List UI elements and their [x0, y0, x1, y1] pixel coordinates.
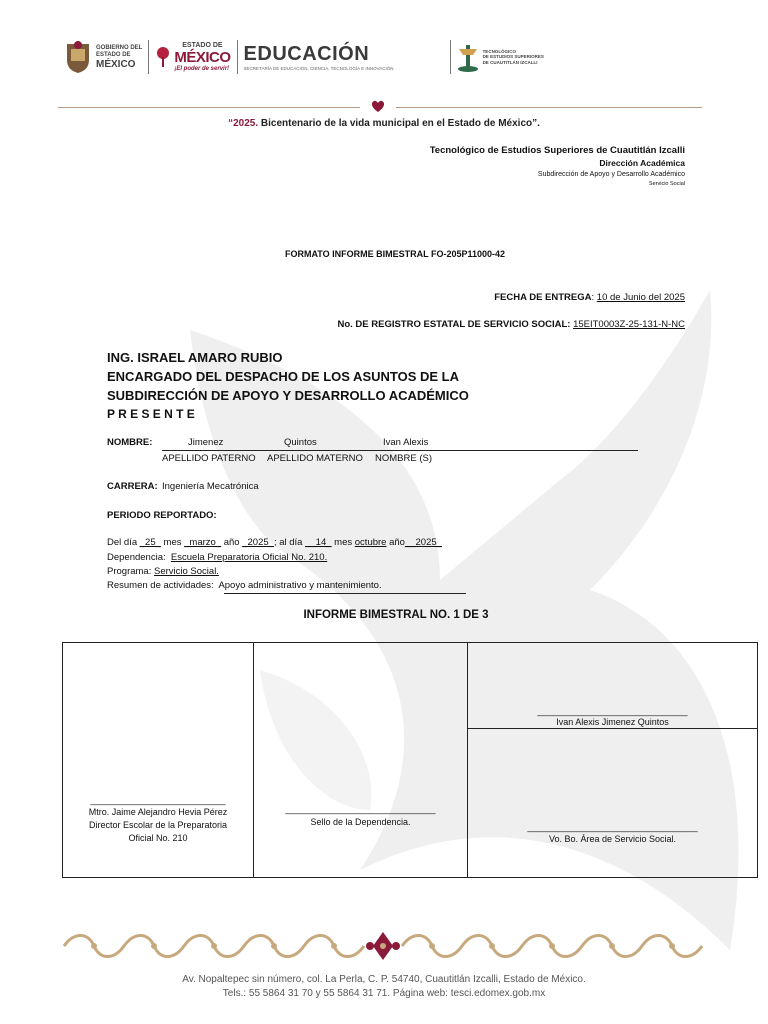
header-logos [64, 36, 544, 78]
tesci-line1: TECNOLÓGICO [482, 48, 517, 54]
period-end-month: octubre [354, 537, 387, 548]
student-signature-cell [468, 643, 758, 729]
header-rule-right [396, 107, 702, 108]
logo-divider [148, 40, 149, 74]
institution-subdirection: Subdirección de Apoyo y Desarrollo Académico [537, 171, 685, 178]
apellido-paterno-value: Jimenez [188, 437, 224, 448]
coat-of-arms-icon [64, 40, 92, 74]
period-start-month: _marzo_ [184, 537, 222, 548]
institution-name: Tecnológico de Estudios Superiores de Cuautitlán Izcalli [429, 145, 685, 156]
career-value: Ingeniería Mecatrónica [162, 481, 259, 492]
addressee-block [107, 348, 469, 424]
seal-line: ______________________________ [285, 804, 436, 814]
footer-contact: Tels.: 55 5864 31 70 y 55 5864 31 71. Página web: tesci.edomex.gob.mx [222, 988, 546, 999]
seal-cell [254, 643, 468, 878]
registry-number [337, 319, 685, 330]
addressee-name: ING. ISRAEL AMARO RUBIO [107, 350, 283, 365]
vobo-line: __________________________________ [527, 822, 698, 832]
edomex-slogan: ¡El poder de servir! [174, 66, 230, 72]
period-end-day: __14_ [305, 537, 332, 548]
footer-ornament-band [60, 930, 706, 962]
gob-line2: ESTADO DE [96, 51, 131, 58]
addressee-role-2: SUBDIRECCIÓN DE APOYO Y DESARROLLO ACADÉMICO [107, 388, 469, 403]
educacion-title: EDUCACIÓN [243, 43, 370, 65]
student-signature-line: ______________________________ [537, 706, 688, 716]
signature-table [62, 642, 758, 878]
logo-divider [450, 40, 451, 74]
programa-value: Servicio Social. [154, 566, 219, 577]
delivery-label: FECHA DE ENTREGA [494, 292, 592, 303]
director-school: Oficial No. 210 [128, 833, 188, 843]
director-signature-cell [63, 643, 254, 878]
name-label: NOMBRE: [107, 437, 153, 448]
resumen-value: Apoyo administrativo y mantenimiento. [218, 580, 382, 591]
apellido-materno-caption: APELLIDO MATERNO [267, 453, 363, 464]
dependencia-row [107, 552, 327, 563]
seal-label: Sello de la Dependencia. [310, 817, 411, 827]
apellido-paterno-caption: APELLIDO PATERNO [162, 453, 256, 464]
footer-address: Av. Nopaltepec sin número, col. La Perla, C. P. 54740, Cuautitlán Izcalli, Estado de México. [182, 974, 586, 985]
institution-direction: Dirección Académica [599, 158, 685, 168]
vobo-label: Vo. Bo. Área de Servicio Social. [548, 834, 677, 844]
resumen-underline [224, 593, 466, 594]
motto [0, 118, 768, 129]
director-name: Mtro. Jaime Alejandro Hevia Pérez [88, 807, 228, 817]
report-title: INFORME BIMESTRAL NO. 1 DE 3 [303, 609, 489, 621]
apellido-materno-value: Quintos [284, 437, 317, 448]
educacion-subtitle: SECRETARÍA DE EDUCACIÓN, CIENCIA, TECNOLOGÍA E INNOVACIÓN [243, 66, 394, 71]
programa-label: Programa: [107, 566, 152, 577]
motto-year: “2025. [228, 118, 259, 129]
career-label: CARRERA: [107, 481, 158, 492]
director-signature-line: ___________________________ [90, 795, 226, 805]
period-start-year: _2025_ [242, 537, 274, 548]
edomex-logo [155, 42, 230, 72]
flower-icon [155, 45, 171, 69]
period-label: PERIODO REPORTADO: [107, 510, 217, 521]
resumen-label: Resumen de actividades: [107, 580, 214, 591]
edomex-top: ESTADO DE [182, 42, 223, 49]
gob-line1: GOBIERNO DEL [96, 44, 143, 51]
director-role: Director Escolar de la Preparatoria [88, 820, 228, 830]
student-signature-name: Ivan Alexis Jimenez Quintos [556, 717, 669, 727]
delivery-value: 10 de Junio del 2025 [596, 292, 685, 303]
presente: P R E S E N T E [107, 407, 195, 421]
motto-text: Bicentenario de la vida municipal en el Estado de México”. [258, 118, 540, 129]
educacion-logo [244, 43, 394, 71]
vobo-cell [468, 729, 758, 878]
gob-edomex-logo [64, 40, 142, 74]
dependencia-label: Dependencia: [107, 552, 166, 563]
dahlia-ornament-icon [368, 98, 388, 114]
nombres-value: Ivan Alexis [383, 437, 429, 448]
header-rule-left [58, 107, 360, 108]
tesci-line2: DE ESTUDIOS SUPERIORES [482, 54, 544, 60]
period-text: mes [160, 537, 185, 548]
tesci-logo [457, 41, 544, 73]
registry-label: No. DE REGISTRO ESTATAL DE SERVICIO SOCIAL: [337, 319, 571, 330]
period-text: ; al día [273, 537, 306, 548]
gob-line3: MÉXICO [96, 58, 136, 70]
edomex-mid: MÉXICO [174, 49, 231, 66]
period-start-day: _25_ [139, 537, 161, 548]
period-text: año [221, 537, 243, 548]
period-text: Del día [107, 537, 140, 548]
tesci-line3: DE CUAUTITLÁN IZCALLI [482, 59, 538, 65]
period-end-year: __2025_ [404, 537, 442, 548]
format-title: FORMATO INFORME BIMESTRAL FO-205P11000-42 [284, 249, 506, 259]
institution-area: Servicio Social [648, 181, 685, 187]
registry-value: 15EIT0003Z-25-131-N-NC [573, 319, 685, 330]
logo-divider [237, 40, 238, 74]
name-underline [162, 450, 638, 451]
programa-row [107, 566, 219, 577]
tesci-emblem-icon [457, 41, 479, 73]
dependencia-value: Escuela Preparatoria Oficial No. 210. [170, 552, 328, 563]
addressee-role-1: ENCARGADO DEL DESPACHO DE LOS ASUNTOS DE LA [107, 369, 459, 384]
period-text: mes [331, 537, 355, 548]
resumen-row [107, 580, 382, 591]
nombres-caption: NOMBRE (S) [375, 453, 432, 464]
period-dates [107, 537, 442, 548]
period-text: año [386, 537, 405, 548]
delivery-date: FECHA DE ENTREGA: 10 de Junio del 2025 [494, 292, 685, 303]
